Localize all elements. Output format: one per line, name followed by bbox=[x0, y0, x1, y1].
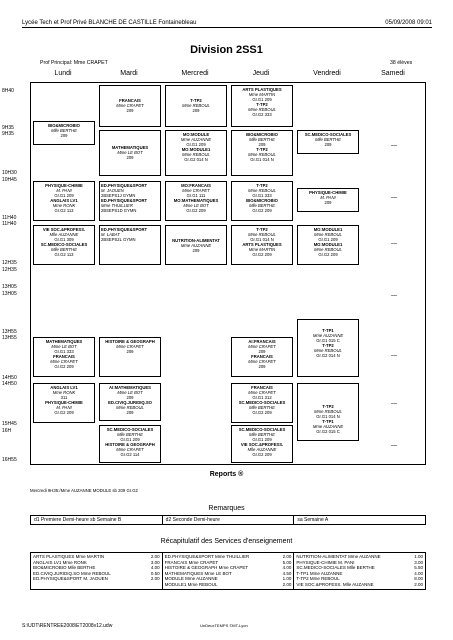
course-slot[interactable]: ANGLAIS LV1 Mme RONK 311 PHYSIQUE-CHIMIE M. PANI Gr.G2 209 bbox=[33, 383, 95, 423]
empty-mark: — bbox=[391, 293, 397, 299]
remarque-item: d1 Premiere Demi-heure sb Semaine B bbox=[31, 516, 163, 524]
day-mardi: Mardi bbox=[120, 70, 138, 77]
day-header bbox=[30, 70, 426, 77]
empty-mark: — bbox=[391, 195, 397, 201]
course-slot[interactable]: T-TP2 Mme REBOUL Gr.G1 333 BIO&MICROBIO Mlle BERTHE Gr.G2 209 bbox=[231, 181, 293, 221]
timetable-grid bbox=[30, 82, 426, 465]
course-slot[interactable]: AI:FRANCAIS Mme CRAPET 209 FRANCAIS Mme CRAPET 209 bbox=[231, 337, 293, 377]
course-slot[interactable]: NUTRITION-ALIMENTAT Mme AUZANNE 209 bbox=[165, 225, 227, 265]
reports-title: Reports ® bbox=[209, 471, 244, 478]
recap-row: PHYSIQUE-CHIMIE M. PANI 3.00 bbox=[296, 559, 424, 565]
reports-line: Mercredi 9H35:/Mme AUZANNE MODULE sb 209 Gr.G2 bbox=[30, 488, 138, 493]
recap-row: ED.PHYSIQUE&SPORT Mme THUILLIER 2.00 bbox=[164, 554, 292, 559]
time-label: 13H05 bbox=[2, 291, 17, 297]
time-label: 9H35 bbox=[2, 131, 14, 137]
time-column bbox=[0, 82, 30, 465]
remarques-title: Remarques bbox=[208, 505, 245, 512]
col-vendredi bbox=[295, 83, 361, 464]
course-slot[interactable]: T-TP2 Mme REBOUL 209 bbox=[165, 85, 227, 127]
empty-mark: — bbox=[391, 353, 397, 359]
col-jeudi bbox=[229, 83, 295, 464]
recap-row: MODULE Mme AUZANNE 1.00 bbox=[164, 576, 292, 582]
time-label: 11H40 bbox=[2, 221, 17, 227]
day-jeudi: Jeudi bbox=[252, 70, 270, 77]
remarque-item: d2 Seconde Demi-heure bbox=[163, 516, 295, 524]
day-lundi: Lundi bbox=[54, 70, 72, 77]
recap-row: T-TP1 Mme AUZANNE 4.00 bbox=[296, 570, 424, 576]
time-label: 14H50 bbox=[2, 375, 17, 381]
time-label: 16H bbox=[2, 428, 12, 434]
student-count: 38 élèves bbox=[390, 60, 413, 66]
course-slot[interactable]: BIO&MICROBIO Mlle BERTHE 209 bbox=[33, 121, 95, 145]
time-label: 13H55 bbox=[2, 329, 17, 335]
course-slot[interactable]: MO:FRANCAIS Mme CRAPET Gr.G1 111 MO:MATHEMATIQUES Mme LE BOT Gr.G2 209 bbox=[165, 181, 227, 221]
course-slot[interactable]: MO:MODULE Mme AUZANNE Gr.G1 209 MO:MODULE1 Mme REBOUL Gr.G2 014 N bbox=[165, 130, 227, 176]
time-label: 15H45 bbox=[2, 421, 17, 427]
empty-mark: — bbox=[391, 401, 397, 407]
division-title: Division 2SS1 bbox=[190, 44, 263, 56]
recap-column bbox=[163, 553, 295, 589]
col-mercredi bbox=[163, 83, 229, 464]
col-lundi bbox=[31, 83, 97, 464]
time-label: 9H35 bbox=[2, 125, 14, 131]
course-slot[interactable]: FRANCAIS Mme CRAPET 209 bbox=[99, 85, 161, 127]
course-slot[interactable]: VIE SOC.&PROFESS. Mlle AUZANNE Gr.G1 309 SC.MEDICO-SOCIALES Mlle BERTHE Gr.G2 113 bbox=[33, 225, 95, 265]
recap-row: HISTOIRE & GEOGRAPH Mme CRAPET 4.00 bbox=[164, 565, 292, 571]
course-slot[interactable]: FRANCAIS Mme CRAPET Gr.G1 312 SC.MEDICO-SOCIALES Mlle BERTHE Gr.G2 209 bbox=[231, 383, 293, 423]
software-credit: UnDeuxTEMPS ©MT-Lyon bbox=[200, 623, 248, 628]
course-slot[interactable]: HISTOIRE & GEOGRAPH Mme CRAPET 209 bbox=[99, 337, 161, 377]
recap-row: VIE SOC.&PROFESS. Mlle AUZANNE 2.00 bbox=[296, 581, 424, 587]
time-label: 11H40 bbox=[2, 215, 17, 221]
empty-mark: — bbox=[391, 443, 397, 449]
time-label: 8H40 bbox=[2, 88, 14, 94]
col-samedi bbox=[361, 83, 427, 464]
recap-column bbox=[31, 553, 163, 589]
recap-row: ED.CIVIQ.JURIDIQ.SO Mme REBOUL 0.50 bbox=[33, 570, 160, 576]
recap-row: SC.MEDICO-SOCIALES Mlle BERTHE 5.50 bbox=[296, 565, 424, 571]
recap-row: NUTRITION-ALIMENTAT Mme AUZANNE 1.00 bbox=[296, 554, 424, 559]
course-slot[interactable]: MO:MODULE1 Mme REBOUL Gr.G1 209 MO:MODULE1 Mme REBOUL Gr.G2 209 bbox=[297, 225, 359, 265]
course-slot[interactable]: ED.PHYSIQUE&SPORT M. LABAT 2BSEPS2L GYMN bbox=[99, 225, 161, 265]
recap-row: MATHEMATIQUES Mme LE BOT 4.50 bbox=[164, 570, 292, 576]
course-slot[interactable]: T-TP2 Mme REBOUL Gr.G1 014 N ARTS PLASTIQUES Mme MARTIN Gr.G2 209 bbox=[231, 225, 293, 265]
time-label: 10H45 bbox=[2, 177, 17, 183]
recap-table bbox=[30, 552, 426, 590]
course-slot[interactable]: ED.PHYSIQUE&SPORT M. JAOUEN 2BSEPS1J GYMN ED.PHYSIQUE&SPORT Mme THUILLIER 2BSEPS1D GYMN bbox=[99, 181, 161, 221]
time-label: 13H55 bbox=[2, 335, 17, 341]
recap-title: Récapitulatif des Services d'enseignement bbox=[160, 538, 293, 545]
recap-row: ANGLAIS LV1 Mme RONK 3.00 bbox=[33, 559, 160, 565]
recap-row: BIO&MICROBIO Mlle BERTHE 4.00 bbox=[33, 565, 160, 571]
remarques-box bbox=[30, 515, 426, 525]
course-slot[interactable]: T-TP2 Mme REBOUL Gr.G1 014 N T-TP1 Mme AUZANNE Gr.G2 015 C bbox=[297, 383, 359, 441]
time-label: 12H35 bbox=[2, 267, 17, 273]
col-mardi bbox=[97, 83, 163, 464]
recap-row: FRANCAIS Mme CRAPET 5.00 bbox=[164, 559, 292, 565]
course-slot[interactable]: ARTS PLASTIQUES Mme MARTIN Gr.G1 209 T-TP2 Mme REBOUL Gr.G2 333 bbox=[231, 85, 293, 127]
time-label: 12H35 bbox=[2, 260, 17, 266]
course-slot[interactable]: SC.MEDICO-SOCIALES Mlle BERTHE Gr.G1 209 VIE SOC.&PROFESS. Mlle AUZANNE Gr.G2 209 bbox=[231, 425, 293, 463]
recap-row: T-TP2 Mme REBOUL 8.00 bbox=[296, 576, 424, 582]
school-name: Lycée Tech et Prof Privé BLANCHE DE CASTILLE Fontainebleau bbox=[22, 20, 197, 26]
recap-row: ARTS PLASTIQUES Mme MARTIN 2.00 bbox=[33, 554, 160, 559]
file-path: S:\UDT\RENTREE2008\ET2008v12.udw bbox=[22, 623, 113, 629]
course-slot[interactable]: SC.MEDICO-SOCIALES Mlle BERTHE Gr.G1 209 HISTOIRE & GEOGRAPH Mme CRAPET Gr.G2 114 bbox=[99, 425, 161, 463]
time-label: 14H50 bbox=[2, 381, 17, 387]
print-datetime: 05/09/2008 09:01 bbox=[385, 20, 432, 26]
course-slot[interactable]: BIO&MICROBIO Mlle BERTHE 209 T-TP2 Mme REBOUL Gr.G1 014 N bbox=[231, 130, 293, 176]
day-vendredi: Vendredi bbox=[313, 70, 341, 77]
empty-mark: — bbox=[391, 241, 397, 247]
course-slot[interactable]: SC.MEDICO-SOCIALES Mlle BERTHE 209 bbox=[297, 130, 359, 154]
time-label: 10H30 bbox=[2, 170, 17, 176]
course-slot[interactable]: MATHEMATIQUES Mme LE BOT Gr.G1 333 FRANCAIS Mme CRAPET Gr.G2 209 bbox=[33, 337, 95, 377]
page-header bbox=[22, 20, 432, 28]
time-label: 13H05 bbox=[2, 284, 17, 290]
empty-mark: — bbox=[391, 143, 397, 149]
time-label: 16H55 bbox=[2, 457, 17, 463]
course-slot[interactable]: AI:MATHEMATIQUES Mme LE BOT 209 ED.CIVIQ.JURIDIQ.SO Mme REBOUL 209 bbox=[99, 383, 161, 421]
course-slot[interactable]: T-TP1 Mme AUZANNE Gr.G1 015 C T-TP2 Mme REBOUL Gr.G2 014 N bbox=[297, 319, 359, 377]
day-mercredi: Mercredi bbox=[181, 70, 209, 77]
day-samedi: Samedi bbox=[381, 70, 405, 77]
recap-row: ED.PHYSIQUE&SPORT M. JAOUEN 2.00 bbox=[33, 576, 160, 582]
remarque-item: sa Semaine A bbox=[297, 517, 329, 523]
course-slot[interactable]: MATHEMATIQUES Mme LE BOT 209 bbox=[99, 130, 161, 176]
course-slot[interactable]: PHYSIQUE-CHIMIE M. PANI Gr.G1 209 ANGLAIS LV1 Mme RONK Gr.G2 113 bbox=[33, 181, 95, 221]
recap-row: MODULE1 Mme REBOUL 2.00 bbox=[164, 581, 292, 587]
prof-principal: Prof Principal: Mme CRAPET bbox=[40, 60, 108, 66]
recap-column bbox=[294, 553, 425, 589]
course-slot[interactable]: PHYSIQUE-CHIMIE M. PANI 209 bbox=[297, 188, 359, 212]
